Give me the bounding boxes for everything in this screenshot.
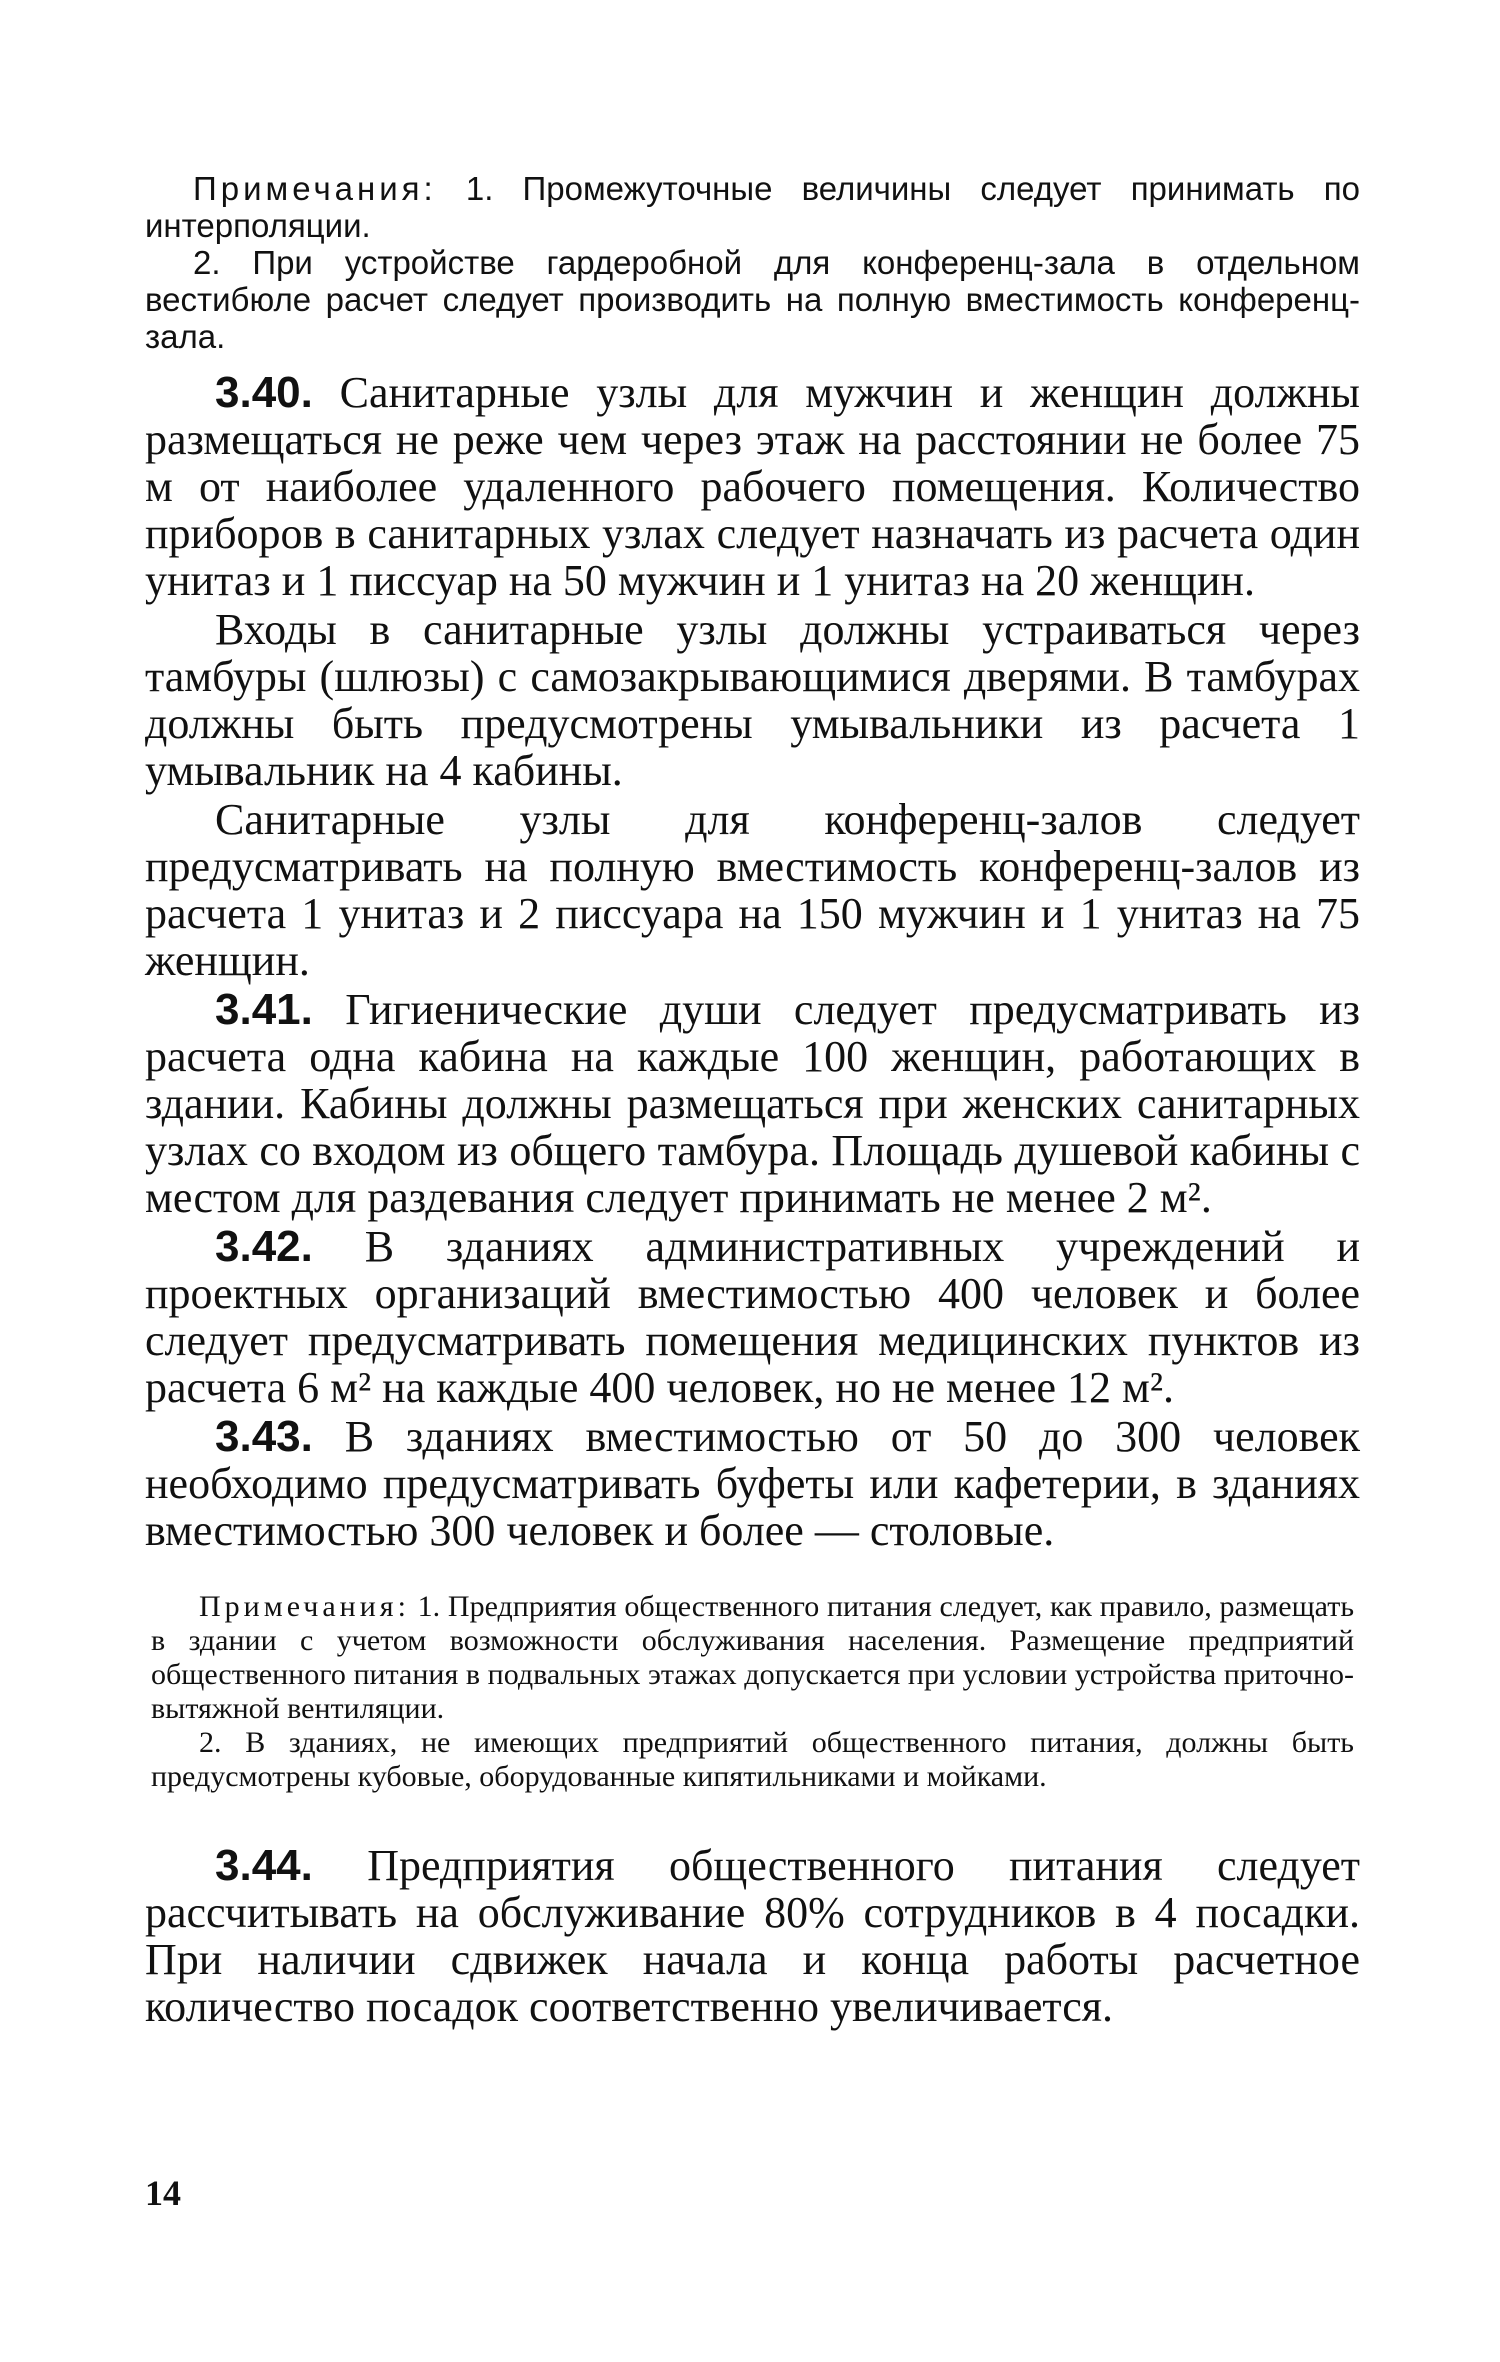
section-3-44: 3.44. Предприятия общественного питания следует рассчитывать на обслуживание 80% сотрудников в 4 посадки. При наличии сдвижек начала и конца работы расчетное количество посадок соответственно увеличивается. (145, 1841, 1361, 2031)
note-item-1: Примечания: 1. Промежуточные величины следует принимать по интерполяции. (145, 170, 1360, 244)
section-number: 3.42. (215, 1222, 313, 1271)
section-3-42: 3.42. В зданиях административных учреждений и проектных организаций вместимостью 400 человек и более следует предусматривать помещения медицинских пунктов из расчета 6 м² на каждые 400 человек, но не менее 12 м². (145, 1222, 1361, 1412)
section-3-40: 3.40. Санитарные узлы для мужчин и женщин должны размещаться не реже чем через этаж на расстоянии не более 75 м от наиболее удаленного рабочего помещения. Количество приборов в санитарных узлах следует назначать из расчета один унитаз и 1 писсуар на 50 мужчин и 1 унитаз на 20 женщин. (145, 368, 1360, 605)
section-number: 3.40. (215, 368, 313, 417)
page-number: 14 (145, 2173, 181, 2213)
section-3-40-paragraph-2: Входы в санитарные узлы должны устраиваться через тамбуры (шлюзы) с самозакрывающимися дверями. В тамбурах должны быть предусмотрены умывальники из расчета 1 умывальник на 4 кабины. (145, 605, 1360, 795)
notes-heading: Примечания: (193, 170, 437, 207)
section-3-40-paragraph-3: Санитарные узлы для конференц-залов следует предусматривать на полную вместимость конференц-залов из расчета 1 унитаз и 2 писсуара на 150 мужчин и 1 унитаз на 75 женщин. (145, 795, 1360, 985)
note-item-2: 2. При устройстве гардеробной для конференц-зала в отдельном вестибюле расчет следует производить на полную вместимость конференц-зала. (145, 244, 1360, 355)
notes-block-1 (145, 170, 1360, 355)
note-item-2: 2. В зданиях, не имеющих предприятий общественного питания, должны быть предусмотрены кубовые, оборудованные кипятильниками и мойками. (151, 1726, 1354, 1793)
notes-block-2 (145, 1590, 1360, 1794)
section-3-43: 3.43. В зданиях вместимостью от 50 до 300 человек необходимо предусматривать буфеты или кафетерии, в зданиях вместимостью 300 человек и более — столовые. (145, 1412, 1361, 1555)
note-item-1: Примечания: 1. Предприятия общественного питания следует, как правило, размещать в здании с учетом возможности обслуживания населения. Размещение предприятий общественного питания в подвальных этажах допускается при условии устройства приточно-вытяжной вентиляции. (151, 1590, 1354, 1725)
notes-heading: Примечания: (199, 1590, 410, 1623)
section-number: 3.43. (215, 1412, 313, 1461)
section-3-41: 3.41. Гигиенические души следует предусматривать из расчета одна кабина на каждые 100 женщин, работающих в здании. Кабины должны размещаться при женских санитарных узлах со входом из общего тамбура. Площадь душевой кабины с местом для раздевания следует принимать не менее 2 м². (145, 985, 1361, 1222)
section-number: 3.44. (215, 1841, 313, 1890)
main-text (145, 369, 1360, 1554)
document-page (145, 170, 1360, 2032)
main-text-continued (145, 1842, 1360, 2030)
section-number: 3.41. (215, 985, 313, 1034)
